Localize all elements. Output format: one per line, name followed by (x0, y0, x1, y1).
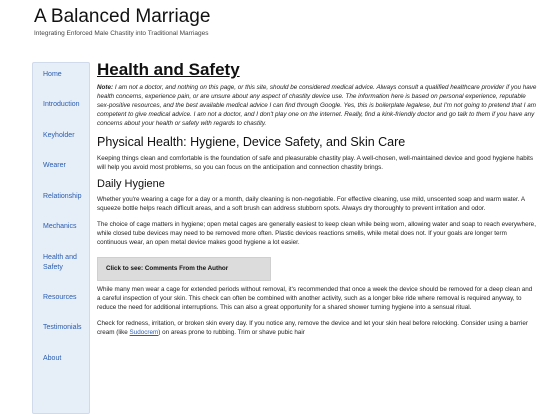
sudocrem-link[interactable]: Sudocrem (129, 329, 159, 336)
sidebar-item-resources[interactable]: Resources (43, 294, 77, 301)
sidebar-item-health-and-safety[interactable]: Health and Safety (43, 254, 77, 271)
site-header (34, 6, 210, 37)
skin-check-text-1: Check for redness, irritation, or broken skin every day. If you notice any, remove the device and let your skin heal before relocking. Consider using a barrier cream (like (97, 320, 528, 336)
sidebar-item-mechanics[interactable]: Mechanics (43, 223, 77, 230)
sidebar-item-relationship[interactable]: Relationship (43, 193, 82, 200)
note-label: Note: (97, 84, 114, 91)
expander-label[interactable]: Click to see: Comments From the Author (106, 265, 229, 272)
site-tagline: Integrating Enforced Male Chastity into Traditional Marriages (34, 30, 209, 37)
sidebar-item-about[interactable]: About (43, 355, 62, 362)
medical-disclaimer (97, 83, 537, 128)
sidebar-nav (32, 62, 90, 414)
main-content (97, 60, 537, 337)
section-intro: Keeping things clean and comfortable is the foundation of safe and pleasurable chastity play. A well-chosen, well-maintained device and good hygiene habits will help you avoid most problems, so you can focus on the anticipation and connection chastity brings. (97, 155, 534, 171)
sidebar-item-wearer[interactable]: Wearer (43, 162, 66, 169)
paragraph-weekly-clean: While many men wear a cage for extended periods without removal, it's recommended that once a week the device should be removed for a deep clean and a careful inspection of your skin. This check can often be combined with another activity, such as a longer bike ride where removal is required anyway, to reduce the need for additional interruptions. This can also a great opportunity for a shared shower turning hygiene into a sensual ritual. (97, 286, 533, 311)
paragraph-daily-cleaning: Whether you're wearing a cage for a day or a month, daily cleaning is non-negotiable. For effective cleaning, use mild, unscented soap and warm water. A squeeze bottle helps reach difficult areas, and a soft brush can address stubborn spots. Always dry thoroughly to prevent irritation and odor. (97, 196, 525, 212)
page-title: Health and Safety (97, 60, 240, 79)
author-comments-expander[interactable] (97, 257, 271, 281)
subsection-title: Daily Hygiene (97, 178, 165, 190)
sidebar-item-testimonials[interactable]: Testimonials (43, 324, 82, 331)
paragraph-cage-choice: The choice of cage matters in hygiene; open metal cages are generally easiest to keep clean while being worn, allowing water and soap to reach everywhere, while closed tube devices may need to be removed more often. Plastic devices reactions smells, while metal does not. If your goals are longer term continuous wear, an open metal device makes good hygiene a lot easier. (97, 221, 536, 246)
site-title[interactable]: A Balanced Marriage (34, 6, 211, 27)
paragraph-skin-check (97, 319, 537, 337)
note-text: I am not a doctor, and nothing on this page, or this site, should be considered medical advice. Always consult a qualified healthcare provider if you have health concerns, experience pain, or are unsure about any aspect of chastity device use. The information here is based on personal experience, reputable sex-positive resources, and the best available medical advice I can find through Google. Yes, this is boilerplate legalese, but I'm not going to pretend that I am competent to give medical advice. I am not a doctor, and I don't play one on the internet. Really, find a kink-friendly doctor and go talk to them if you have any concerns about your health or safety with regards to chastity. (97, 84, 537, 127)
sidebar-item-introduction[interactable]: Introduction (43, 101, 80, 108)
section-title: Physical Health: Hygiene, Device Safety, and Skin Care (97, 135, 406, 149)
sidebar-item-keyholder[interactable]: Keyholder (43, 132, 75, 139)
sidebar-item-home[interactable]: Home (43, 71, 62, 78)
skin-check-text-2: ) on areas prone to rubbing. Trim or shave pubic hair (158, 329, 305, 336)
